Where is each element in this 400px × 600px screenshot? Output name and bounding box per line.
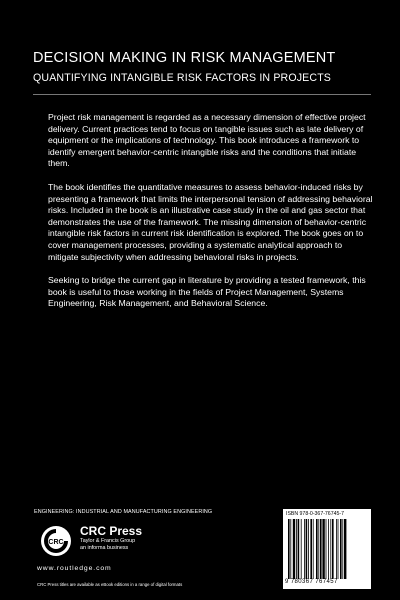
book-subtitle: QUANTIFYING INTANGIBLE RISK FACTORS IN PROJECTS [33,72,332,84]
ebook-note: CRC Press titles are available as eBook editions in a range of digital formats [37,582,183,587]
publisher-website: www.routledge.com [37,565,112,572]
blurb-paragraph: Project risk management is regarded as a necessary dimension of effective project delivery. Current practices tend to focus on tangible issues such as late delivery of equipment or the implications of technology. This book introduces a framework to identify emergent behavior-centric intangible risks and the conditions that initiate them. [48,112,366,169]
publisher-group: Taylor & Francis Group [80,538,136,544]
crc-logo-text: CRC [48,539,64,546]
blurb-paragraph: The book identifies the quantitative measures to assess behavior-induced risks by presenting a framework that limits the interpersonal tension of addressing behavioral risks. Included in the book is an illustrative case study in the oil and gas sector that demonstrates the use of the framework. The missing dimension of behavior-centric intangible risk factors in current risk identification is explored. The book goes on to cover management processes, providing a systematic analytical approach to mitigate subjectivity when addressing behavioral risks in projects. [48,181,373,262]
series-label: ENGINEERING: INDUSTRIAL AND MANUFACTURING ENGINEERING [34,509,213,515]
book-title: DECISION MAKING IN RISK MANAGEMENT [33,50,336,66]
blurb [48,112,373,322]
publisher-block [80,525,142,552]
barcode-icon [287,519,367,579]
divider [33,94,371,95]
isbn-barcode-box [283,509,371,589]
isbn-label: ISBN 978-0-367-76745-7 [286,511,344,517]
blurb-paragraph: Seeking to bridge the current gap in literature by providing a tested framework, this book is useful to those working in the fields of Project Management, Systems Engineering, Risk Management, and Behavioral Science. [48,275,366,309]
crc-logo-icon [40,525,72,557]
publisher-business: an informa business [80,545,129,551]
publisher-name: CRC Press [80,524,143,538]
barcode-number: 9 780367 767457 [285,579,338,585]
